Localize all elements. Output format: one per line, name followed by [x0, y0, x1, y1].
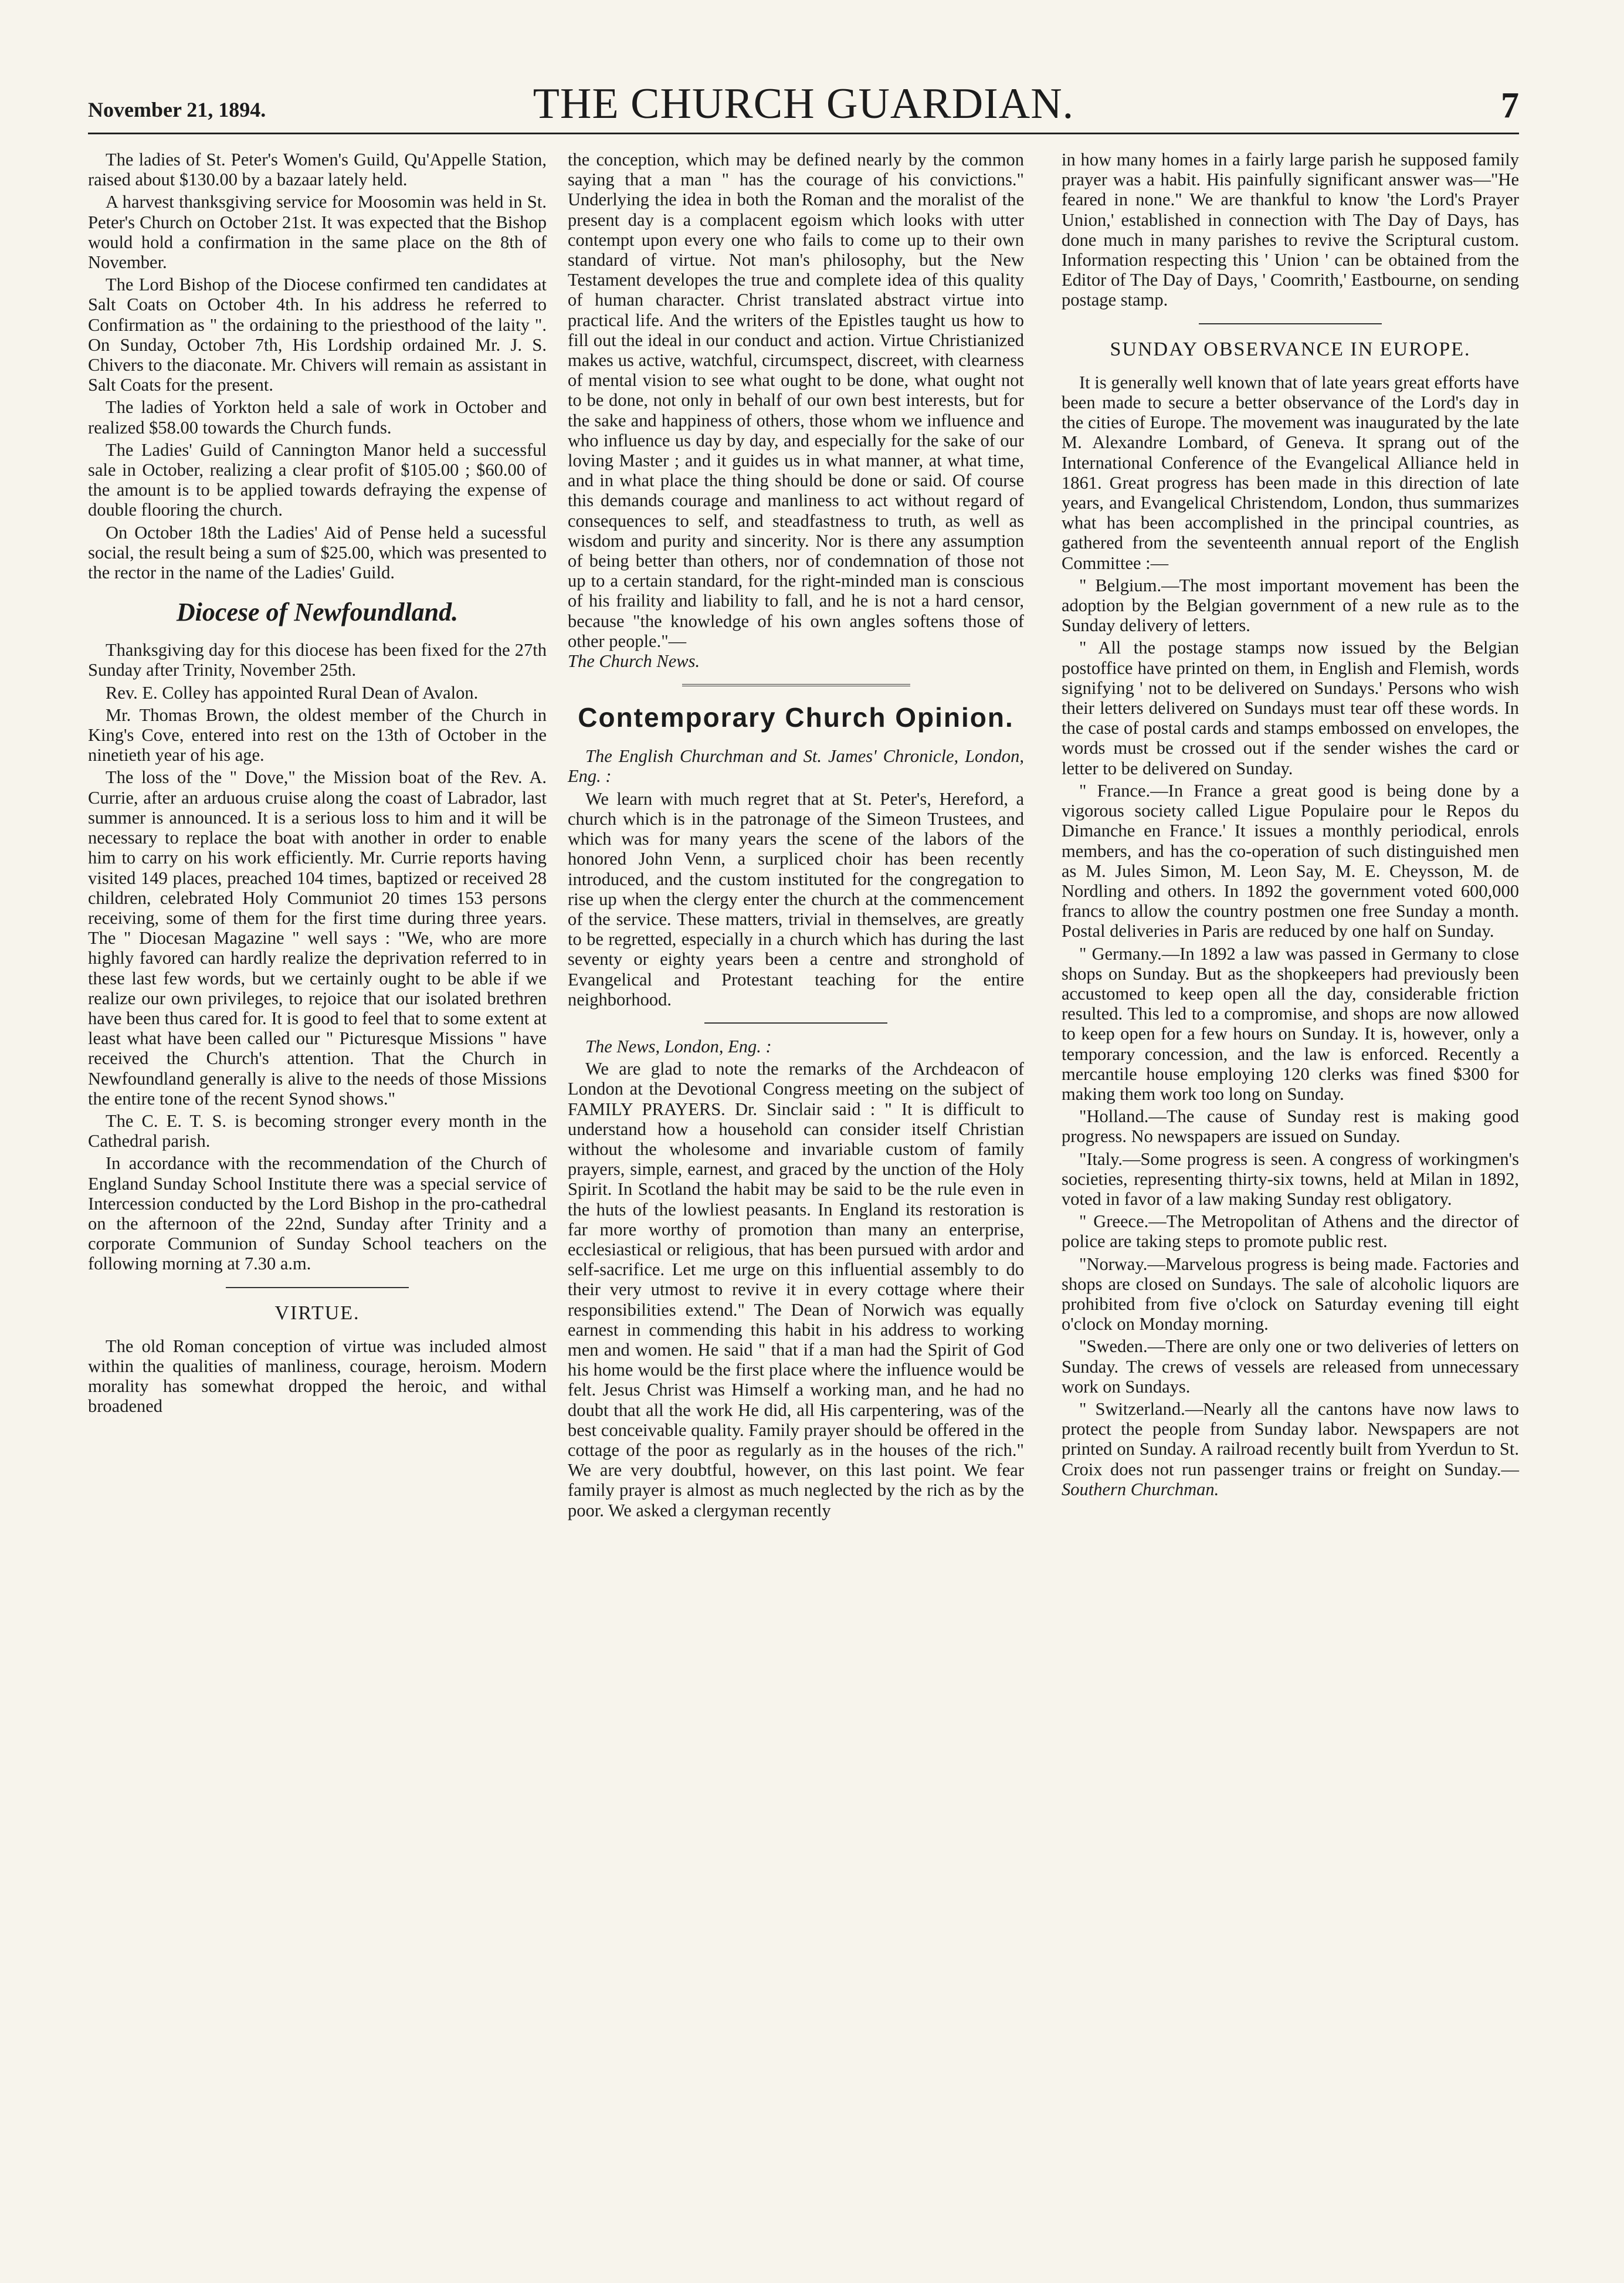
article-paragraph: It is generally well known that of late years great efforts have been made to secure a better observance of the Lord's day in the cities of Europe. The movement was inaugurated by the late M. Alexandre Lombard, of Geneva. It sprang out of the International Conference of the Evangelical Alliance held in 1861. Great progress has been made in this direction of late years, and Evangelical Christendom, London, thus summarizes what has been accomplished in the principal countries, as gathered from the seventeenth annual report of the English Committee :— — [1062, 372, 1519, 573]
article-paragraph: " Greece.—The Metropolitan of Athens and the director of police are taking steps to promote public rest. — [1062, 1211, 1519, 1252]
source-line: The News, London, Eng. : — [585, 1036, 772, 1056]
article-paragraph: The Lord Bishop of the Diocese confirmed ten candidates at Salt Coats on October 4th. In his address he referred to Confirmation as " the ordaining to the priesthood of the laity ". On Sunday, October 7th, His Lordship ordained Mr. J. S. Chivers to the diaconate. Mr. Chivers will remain as assistant in Salt Coats for the present. — [88, 275, 547, 395]
article-paragraph — [1062, 1399, 1519, 1499]
section-divider — [704, 1022, 887, 1024]
masthead — [88, 76, 1519, 129]
column-3 — [1062, 150, 1519, 1502]
column-1 — [88, 150, 547, 1419]
masthead-rule — [88, 133, 1519, 134]
article-paragraph: in how many homes in a fairly large parish he supposed family prayer was a habit. His painfully significant answer was—"He feared in none." We are thankful to know 'the Lord's Prayer Union,' established in connection with The Day of Days, has done much in many parishes to revive the Scriptural custom. Information respecting this ' Union ' can be obtained from the Editor of The Day of Days, ' Coomrith,' Eastbourne, on sending postage stamp. — [1062, 150, 1519, 310]
article-paragraph: " Belgium.—The most important movement has been the adoption by the Belgian government of a new rule as to the Sunday delivery of letters. — [1062, 575, 1519, 636]
article-paragraph: " Germany.—In 1892 a law was passed in Germany to close shops on Sunday. But as the shopkeepers had previously been accustomed to keep open all the day, considerable friction resulted. This led to a compromise, and shops are now allowed to keep open for a few hours on Sunday. It is, however, only a temporary concession, and the law is enforced. Recently a mercantile house employing 120 clerks was fined $300 for making them work too long on Sunday. — [1062, 943, 1519, 1104]
source-line: The English Churchman and St. James' Chronicle, London, Eng. : — [568, 746, 1024, 787]
article-paragraph: The Ladies' Guild of Cannington Manor held a successful sale in October, realizing a clear profit of $105.00 ; $60.00 of the amount is to be applied towards defraying the expense of double flooring the church. — [88, 439, 547, 520]
section-divider — [226, 1287, 409, 1288]
article-paragraph: We are glad to note the remarks of the Archdeacon of London at the Devotional Congress meeting on the subject of FAMILY PRAYERS. Dr. Sinclair said : " It is difficult to understand how a household can consider itself Christian without the wholesome and invariable custom of family prayers, simple, earnest, and graced by the unction of the Holy Spirit. In Scotland the habit may be said to be the rule even in the huts of the lowliest peasants. In England its restoration is far more worthy of promotion than many an enterprise, ecclesiastical or religious, that has been pursued with ardor and self-sacrifice. Let me urge on this influential assembly to do their very utmost to revive it in every cottage where their responsibilities extend." The Dean of Norwich was equally earnest in commending this habit in his address to working men and women. He said " that if a man had the Spirit of God his home would be the first place where the influence would be felt. Jesus Christ was Himself a working man, and he had no doubt that all the work He did, all His carpentering, was of the best conceivable quality. Family prayer should be offered in the cottage of the poor as regularly as in the houses of the rich." We are very doubtful, however, on this last point. We fear family prayer is almost as much neglected by the rich as by the poor. We asked a clergyman recently — [568, 1059, 1024, 1520]
article-paragraph: " All the postage stamps now issued by the Belgian postoffice have printed on them, in English and Flemish, words signifying ' not to be delivered on Sundays.' Persons who wish their letters delivered on Sundays must tear off these words. In the case of postal cards and stamps embossed on envelopes, the words must be crossed out if the sender wishes the card or letter to be delivered on Sunday. — [1062, 638, 1519, 778]
article-paragraph: Rev. E. Colley has appointed Rural Dean of Avalon. — [106, 682, 479, 703]
article-paragraph: We learn with much regret that at St. Peter's, Hereford, a church which is in the patronage of the Simeon Trustees, and which was for many years the scene of the labors of the honored John Venn, a surpliced choir has been recently introduced, and the custom instituted for the congregation to rise up when the clergy enter the church at the commencement of the service. These matters, trivial in themselves, are greatly to be regretted, especially in a church which has during the last seventy or eighty years been a centre and stronghold of Evangelical and Protestant teaching for the entire neighborhood. — [568, 788, 1024, 1010]
article-paragraph: "Italy.—Some progress is seen. A congress of workingmen's societies, representing thirty-six towns, held at Milan in 1892, voted in favor of a law making Sunday rest obligatory. — [1062, 1149, 1519, 1209]
article-paragraph: Mr. Thomas Brown, the oldest member of the Church in King's Cove, entered into rest on the 13th of October in the ninetieth year of his age. — [88, 704, 547, 765]
article-paragraph: "Holland.—The cause of Sunday rest is making good progress. No newspapers are issued on Sunday. — [1062, 1106, 1519, 1147]
article-paragraph — [568, 150, 1024, 671]
article-paragraph: On October 18th the Ladies' Aid of Pense held a sucessful social, the result being a sum of $25.00, which was presented to the rector in the name of the Ladies' Guild. — [88, 522, 547, 583]
section-divider — [1199, 323, 1382, 324]
article-paragraph: In accordance with the recommendation of the Church of England Sunday School Institute there was a special service of Intercession conducted by the Lord Bishop in the pro-cathedral on the afternoon of the 22nd, Sunday after Trinity and a corporate Communion of Sunday School teachers on the following morning at 7.30 a.m. — [88, 1153, 547, 1274]
article-paragraph: " France.—In France a great good is being done by a vigorous society called Ligue Populaire pour le Repos du Dimanche en France.' It issues a monthly periodical, enrols members, and has the co-operation of such distinguished men as M. Jules Simon, M. Leon Say, M. E. Cheysson, M. de Nordling and others. In 1892 the government voted 600,000 francs to allow the country postmen one free Sunday a month. Postal deliveries in Paris are reduced by one half on Sunday. — [1062, 780, 1519, 941]
source-credit: The Church News. — [568, 651, 700, 672]
diocese-newfoundland-heading: Diocese of Newfoundland. — [176, 598, 459, 627]
paragraph-text: the conception, which may be defined nearly by the common saying that a man " has the courage of his convictions." Underlying the idea in both the Roman and the moralist of the present day is a complacent egoism which looks with utter contempt upon every one who fails to come up to their own standard of virtue. Not man's philosophy, but the New Testament developes the true and complete idea of this quality of human character. Christ translated abstract virtue into practical life. And the writers of the Epistles taught us how to fill out the ideal in our conduct and action. Virtue Christianized makes us active, watchful, circumspect, discreet, with clearness of mental vision to see what ought to be done, what ought not to be done, not only in behalf of our own best interests, but for the sake and happiness of others, those whom we influence and who influence us day by day, and especially for the sake of our loving Master ; and it guides us in what manner, at what time, and in what place the thing should be done or said. Of course this demands courage and manliness to act without regard of consequences to self, and steadfastness to truth, as well as wisdom and purity and sincerity. Nor is there any assumption of being better than others, nor of condemnation of those not up to a certain standard, for the right-minded man is conscious of his fraility and liability to fall, and he is not a hard censor, because "the knowledge of his own angles softens those of other people."— — [568, 150, 1024, 651]
column-2 — [568, 150, 1024, 1523]
sunday-observance-heading: SUNDAY OBSERVANCE IN EUROPE. — [1110, 338, 1471, 360]
contemporary-church-opinion-heading: Contemporary Church Opinion. — [578, 702, 1014, 733]
article-paragraph: Thanksgiving day for this diocese has been fixed for the 27th Sunday after Trinity, November 25th. — [88, 640, 547, 680]
article-paragraph: The ladies of Yorkton held a sale of work in October and realized $58.00 towards the Church funds. — [88, 397, 547, 438]
section-divider — [682, 684, 910, 686]
article-paragraph: "Sweden.—There are only one or two deliveries of letters on Sunday. The crews of vessels are released from unnecessary work on Sundays. — [1062, 1336, 1519, 1397]
paragraph-text: " Switzerland.—Nearly all the cantons have now laws to protect the people from Sunday labor. Newspapers are not printed on Sunday. A railroad recently built from Yverdun to St. Croix does not run passenger trains or freight on Sunday.— — [1062, 1398, 1519, 1479]
article-paragraph: The C. E. T. S. is becoming stronger every month in the Cathedral parish. — [88, 1110, 547, 1151]
article-paragraph: The old Roman conception of virtue was included almost within the qualities of manliness, courage, heroism. Modern morality has somewhat dropped the heroic, and withal broadened — [88, 1336, 547, 1417]
page-number: 7 — [1501, 86, 1519, 126]
article-paragraph: A harvest thanksgiving service for Moosomin was held in St. Peter's Church on October 21st. It was expected that the Bishop would hold a confirmation in the same place on the 8th of November. — [88, 192, 547, 273]
source-credit: Southern Churchman. — [1062, 1479, 1219, 1499]
issue-date: November 21, 1894. — [88, 98, 266, 121]
newspaper-title: THE CHURCH GUARDIAN. — [533, 80, 1074, 128]
article-paragraph: The ladies of St. Peter's Women's Guild, Qu'Appelle Station, raised about $130.00 by a bazaar lately held. — [88, 150, 547, 190]
article-paragraph: The loss of the " Dove," the Mission boat of the Rev. A. Currie, after an arduous cruise along the coast of Labrador, last summer is announced. It is a serious loss to him and it will be necessary to replace the boat with another in order to enable him to carry on his work efficiently. Mr. Currie reports having visited 149 places, preached 104 times, baptized or received 28 children, celebrated Holy Communiot 20 times 153 persons receiving, some of them for the first time during three years. The " Diocesan Magazine " well says : "We, who are more highly favored can hardly realize the deprivation referred to in these last few words, but we certainly ought to be able if we realize our own privileges, to rejoice that our isolated brethren have been thus cared for. It is good to feel that to some extent at least what have been called our " Picturesque Missions " have received the Church's attention. That the Church in Newfoundland generally is alive to the needs of those Missions the entire tone of the recent Synod shows." — [88, 767, 547, 1109]
virtue-heading: VIRTUE. — [274, 1302, 360, 1324]
article-paragraph: "Norway.—Marvelous progress is being made. Factories and shops are closed on Sundays. The sale of alcoholic liquors are prohibited from five o'clock on Saturday evening till eight o'clock on Monday morning. — [1062, 1254, 1519, 1334]
